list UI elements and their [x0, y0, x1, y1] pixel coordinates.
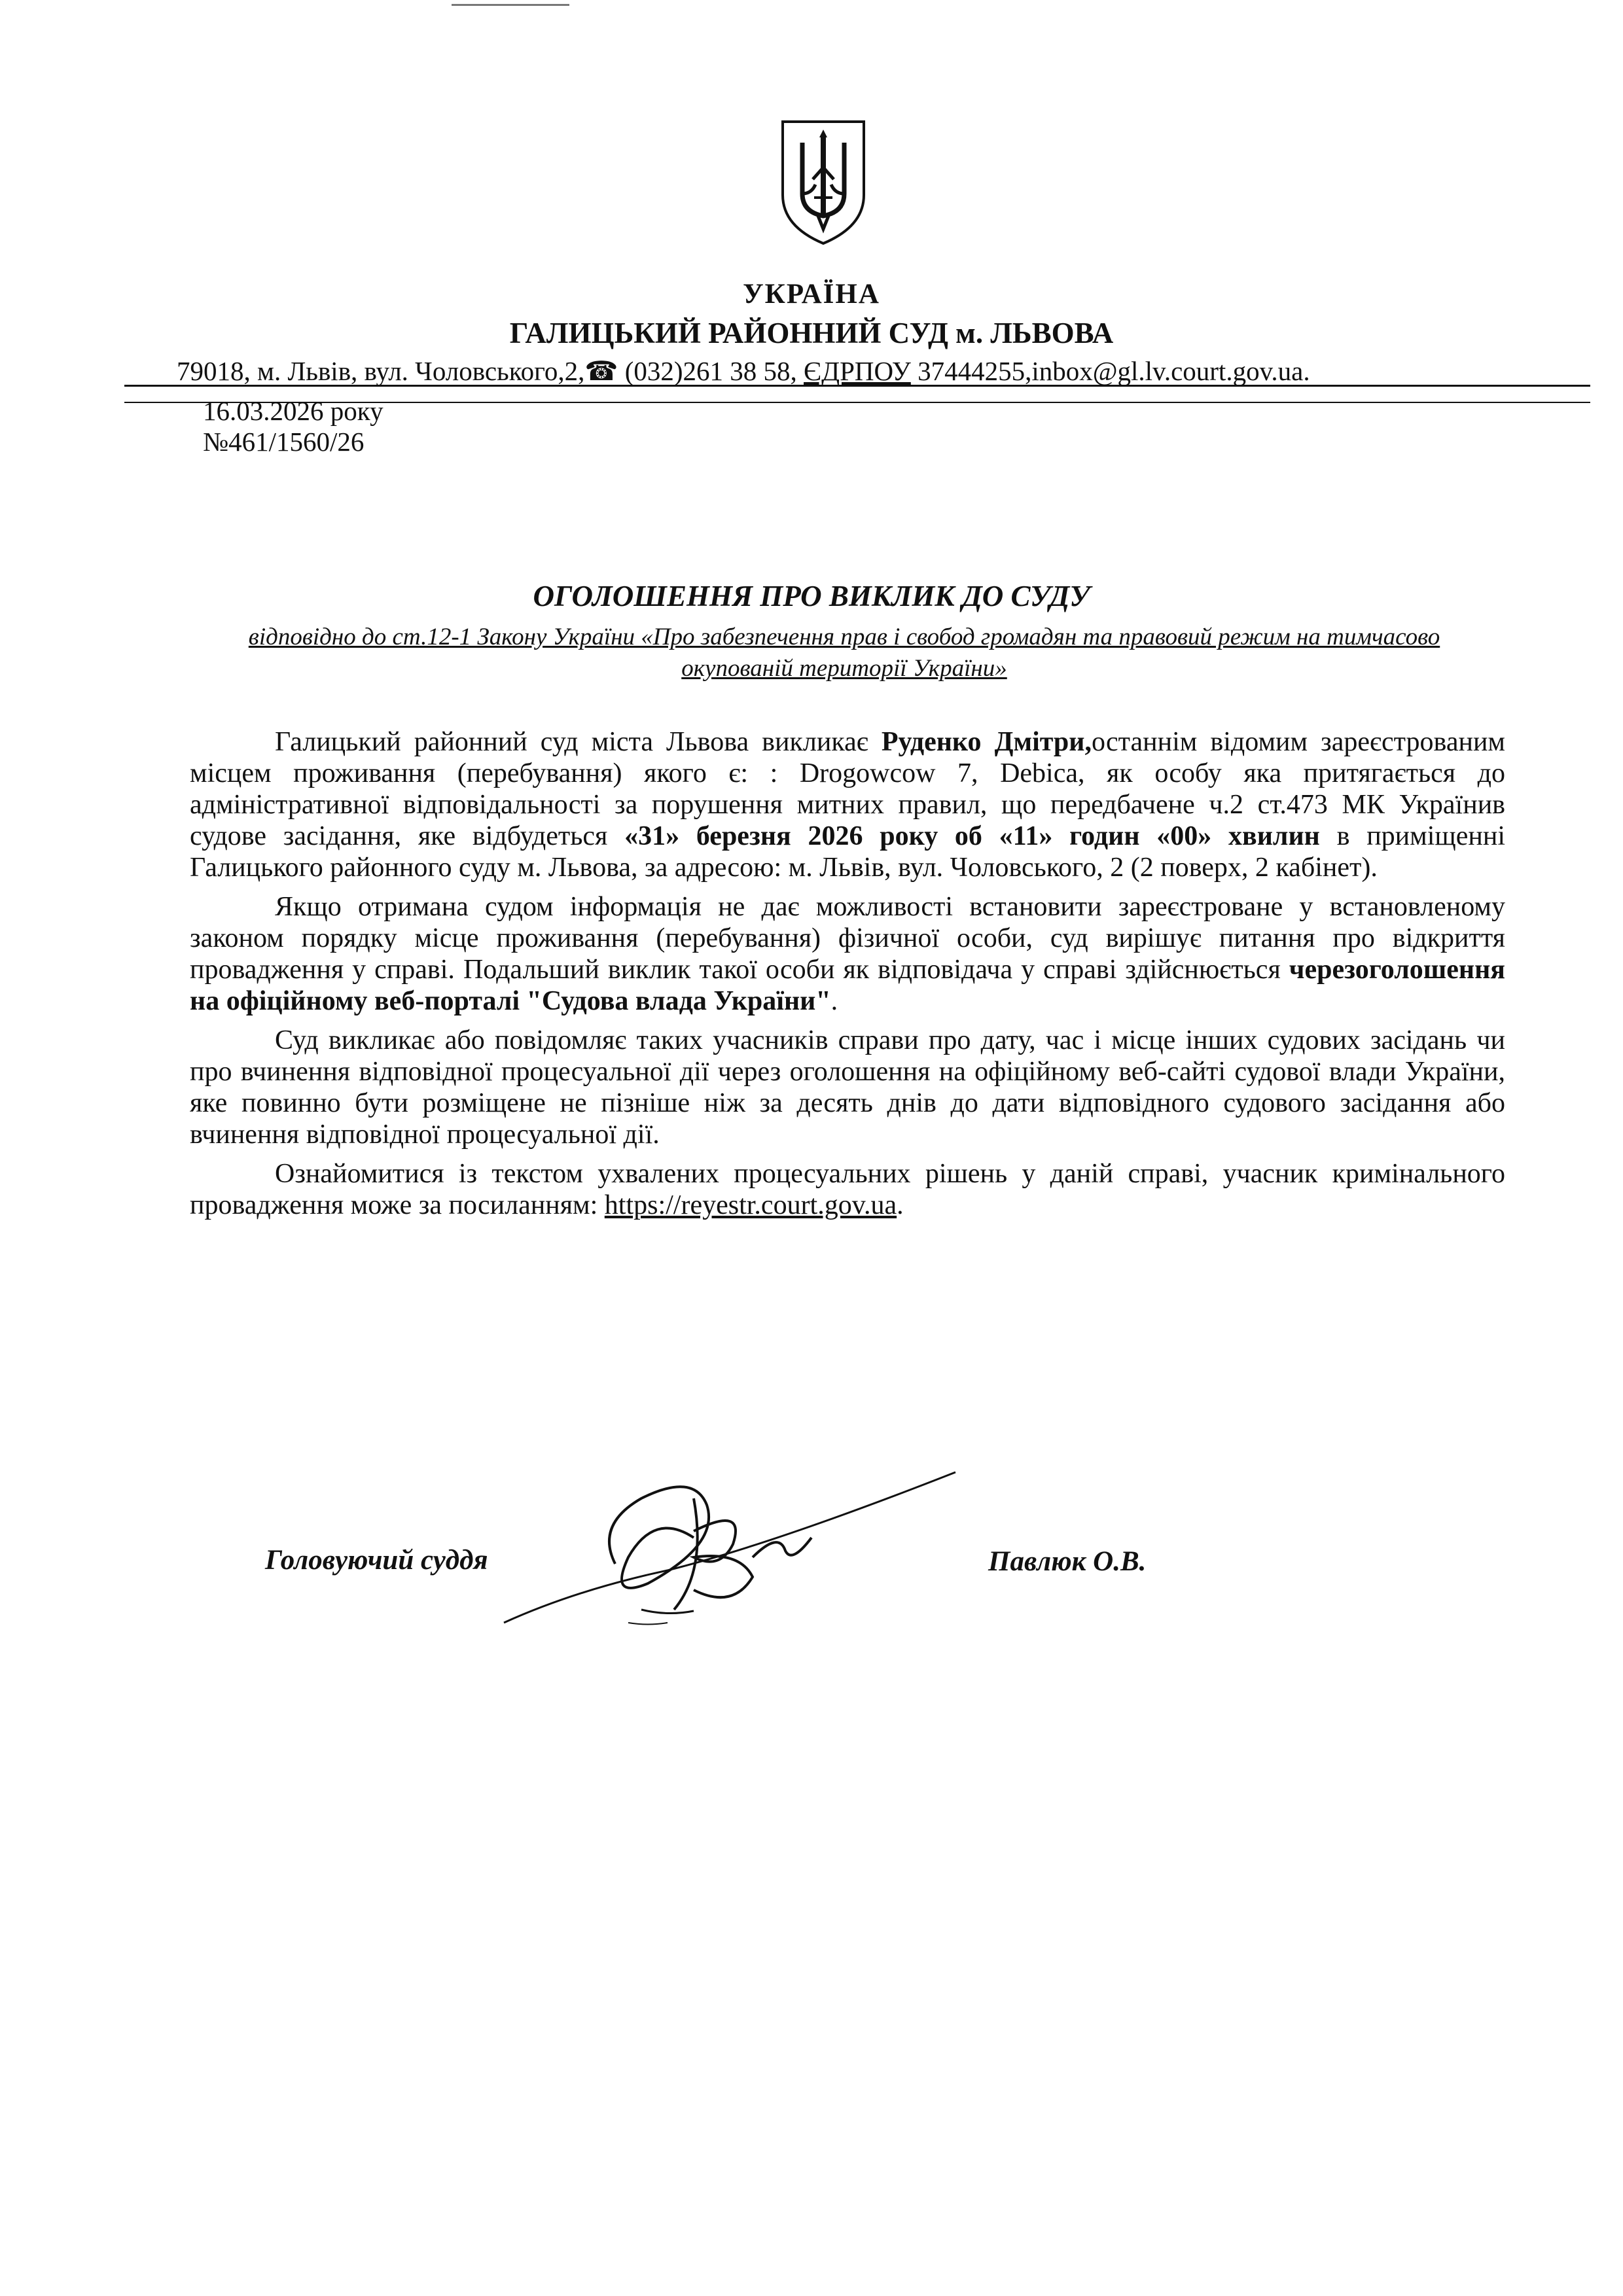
portal-notice: черезоголошення на офіційному веб-порталі "Судова влада України" [190, 955, 1505, 1016]
document-date: 16.03.2026 року [203, 396, 383, 426]
paragraph-decisions [190, 1158, 1505, 1221]
text: в приміщенні Галицького районного суду м. Львова, за адресою: м. Львів, вул. Чоловського, 2 (2 поверх, 2 кабінет). [190, 821, 1506, 883]
signatory-name: Павлюк О.В. [988, 1546, 1147, 1577]
text: Ознайомитися із текстом ухвалених процесуальних рішень у даній справі, учасник кримінального провадження може за посиланням: [190, 1159, 1505, 1220]
registry-link[interactable]: https://reyestr.court.gov.ua [604, 1190, 897, 1220]
court-address: 79018, м. Львів, вул. Чоловського,2, [177, 356, 585, 386]
court-phone: (032)261 38 58, [624, 356, 797, 386]
text: останнім відомим зареєстрованим місцем проживання (перебування) якого є: : Drogowcow 7, Debica, як особу яка притягається до адміністративної відповідальності за порушення митних правил, що передбачене ч.2 ст.473 МК Українив судове засідання, яке відбудеться [190, 727, 1505, 851]
paragraph-notification: Суд викликає або повідомляє таких учасників справи про дату, час і місце інших судових засідань чи про вчинення відповідної процесуальної дії через оголошення на офіційному веб-сайті судової влади України, яке повинно бути розміщене не пізніше ніж за десять днів до дати відповідного судового засідання або вчинення відповідної процесуальної дії. [190, 1025, 1505, 1150]
edrpou-label: ЄДРПОУ [804, 356, 911, 386]
text: Якщо отримана судом інформація не дає можливості встановити зареєстроване у встановленому законом порядку місце проживання (перебування) фізичної особи, суд вирішує питання про відкриття провадження у справі. Подальший виклик такої особи як відповідача у справі здійснюється [190, 892, 1505, 985]
paragraph-procedure [190, 891, 1505, 1017]
text: . [897, 1190, 904, 1220]
scan-mark [452, 4, 569, 6]
notice-title: ОГОЛОШЕННЯ ПРО ВИКЛИК ДО СУДУ [533, 580, 1090, 612]
court-heading: ГАЛИЦЬКИЙ РАЙОННИЙ СУД м. ЛЬВОВА [509, 317, 1114, 349]
text: Галицький районний суд міста Львова викликає [275, 727, 882, 757]
document-number: №461/1560/26 [203, 427, 365, 457]
trident-coat-of-arms-icon [777, 116, 869, 247]
edrpou-and-email: 37444255,inbox@gl.lv.court.gov.ua. [918, 356, 1310, 386]
hearing-datetime: «31» березня 2026 року об «11» годин «00» хвилин [624, 821, 1320, 851]
header-divider [124, 385, 1590, 387]
handwritten-signature [497, 1459, 969, 1629]
notice-subtitle: відповідно до ст.12-1 Закону України «Про забезпечення прав і свобод громадян та правовий режим на тимчасово окупованій території України» [248, 624, 1440, 682]
summoned-person-name: Руденко Дмітри, [881, 727, 1092, 757]
phone-icon: ☎ [584, 356, 618, 386]
signatory-role: Головуючий суддя [265, 1545, 488, 1576]
paragraph-summons [190, 726, 1505, 883]
country-heading: УКРАЇНА [743, 279, 880, 309]
court-contacts [177, 355, 1571, 387]
notice-body [190, 726, 1505, 1229]
text: . [830, 986, 838, 1016]
